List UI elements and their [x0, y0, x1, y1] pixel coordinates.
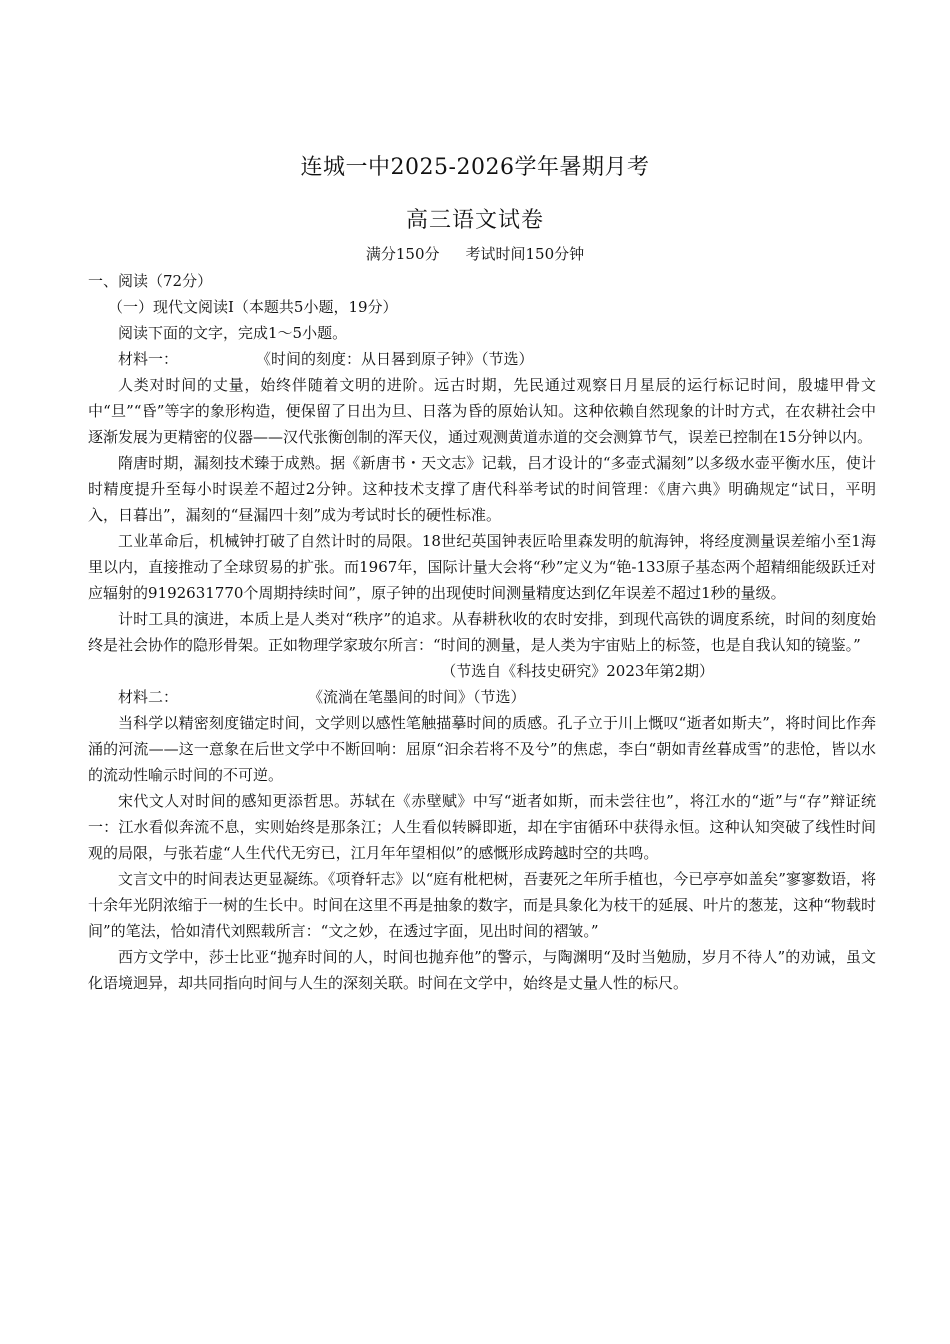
material2-paragraph: 文言文中的时间表达更显凝练。《项脊轩志》以“庭有枇杷树，吾妻死之年所手植也，今已亭亭如盖矣”寥寥数语，将十余年光阴浓缩于一树的生长中。时间在这里不再是抽象的数字，而是具象化为枝干的延展、叶片的葱茏，这种“物载时间”的笔法，恰如清代刘熙载所言：“文之妙，在透过字面，见出时间的褶皱。” — [88, 870, 876, 940]
material1-heading — [88, 346, 876, 372]
exam-title: 连城一中2025-2026学年暑期月考 — [300, 155, 650, 180]
material1-paragraph: 计时工具的演进，本质上是人类对“秩序”的追求。从春耕秋收的农时安排，到现代高铁的调度系统，时间的刻度始终是社会协作的隐形骨架。正如物理学家玻尔所言：“时间的测量，是人类为宇宙贴上的标签，也是自我认知的镜鉴。” — [88, 610, 876, 654]
section-heading: 一、阅读（72分） — [88, 272, 213, 290]
material2-paragraph: 西方文学中，莎士比亚“抛弃时间的人，时间也抛弃他”的警示，与陶渊明“及时当勉励，岁月不待人”的劝诫，虽文化语境迥异，却共同指向时间与人生的深刻关联。时间在文学中，始终是丈量人性的标尺。 — [88, 948, 876, 992]
material2-heading — [88, 684, 876, 710]
material2-paragraph: 宋代文人对时间的感知更添哲思。苏轼在《赤壁赋》中写“逝者如斯，而未尝往也”，将江水的“逝”与“存”辩证统一：江水看似奔流不息，实则始终是那条江；人生看似转瞬即逝，却在宇宙循环中获得永恒。这种认知突破了线性时间观的局限，与张若虚“人生代代无穷已，江月年年望相似”的感慨形成跨越时空的共鸣。 — [88, 792, 876, 862]
material1-paragraph: 工业革命后，机械钟打破了自然计时的局限。18世纪英国钟表匠哈里森发明的航海钟，将经度测量误差缩小至1海里以内，直接推动了全球贸易的扩张。而1967年，国际计量大会将“秒”定义为“铯-133原子基态两个超精细能级跃迁对应辐射的9192631770个周期持续时间”，原子钟的出现使时间测量精度达到亿年误差不超过1秒的量级。 — [88, 532, 876, 602]
exam-subtitle: 高三语文试卷 — [405, 208, 544, 233]
material2-title: 《流淌在笔墨间的时间》（节选） — [308, 688, 526, 706]
exam-content — [88, 268, 876, 996]
material2-label: 材料二： — [118, 688, 179, 706]
exam-meta — [0, 243, 950, 264]
material2-paragraph: 当科学以精密刻度锚定时间，文学则以感性笔触描摹时间的质感。孔子立于川上慨叹“逝者如斯夫”，将时间比作奔涌的河流——这一意象在后世文学中不断回响：屈原“汩余若将不及兮”的焦虑，李白“朝如青丝暮成雪”的悲怆，皆以水的流动性喻示时间的不可逆。 — [88, 714, 876, 784]
instruction: 阅读下面的文字，完成1～5小题。 — [118, 324, 348, 342]
part-heading: （一）现代文阅读Ⅰ（本题共5小题，19分） — [108, 298, 398, 316]
material1-label: 材料一： — [118, 350, 179, 368]
material1-title: 《时间的刻度：从日晷到原子钟》（节选） — [256, 350, 534, 368]
material1-paragraph: 隋唐时期，漏刻技术臻于成熟。据《新唐书・天文志》记载，吕才设计的“多壶式漏刻”以多级水壶平衡水压，使计时精度提升至每小时误差不超过2分钟。这种技术支撑了唐代科举考试的时间管理：《唐六典》明确规定“试日，平明入，日暮出”，漏刻的“昼漏四十刻”成为考试时长的硬性标准。 — [88, 454, 876, 524]
material1-paragraph: 人类对时间的丈量，始终伴随着文明的进阶。远古时期，先民通过观察日月星辰的运行标记时间，殷墟甲骨文中“旦”“昏”等字的象形构造，便保留了日出为旦、日落为昏的原始认知。这种依赖自然现象的计时方式，在农耕社会中逐渐发展为更精密的仪器——汉代张衡创制的浑天仪，通过观测黄道赤道的交会测算节气，误差已控制在15分钟以内。 — [88, 376, 876, 446]
material1-source: （节选自《科技史研究》2023年第2期） — [441, 662, 714, 680]
full-score: 满分150分 — [365, 245, 440, 263]
exam-time: 考试时间150分钟 — [465, 245, 585, 263]
